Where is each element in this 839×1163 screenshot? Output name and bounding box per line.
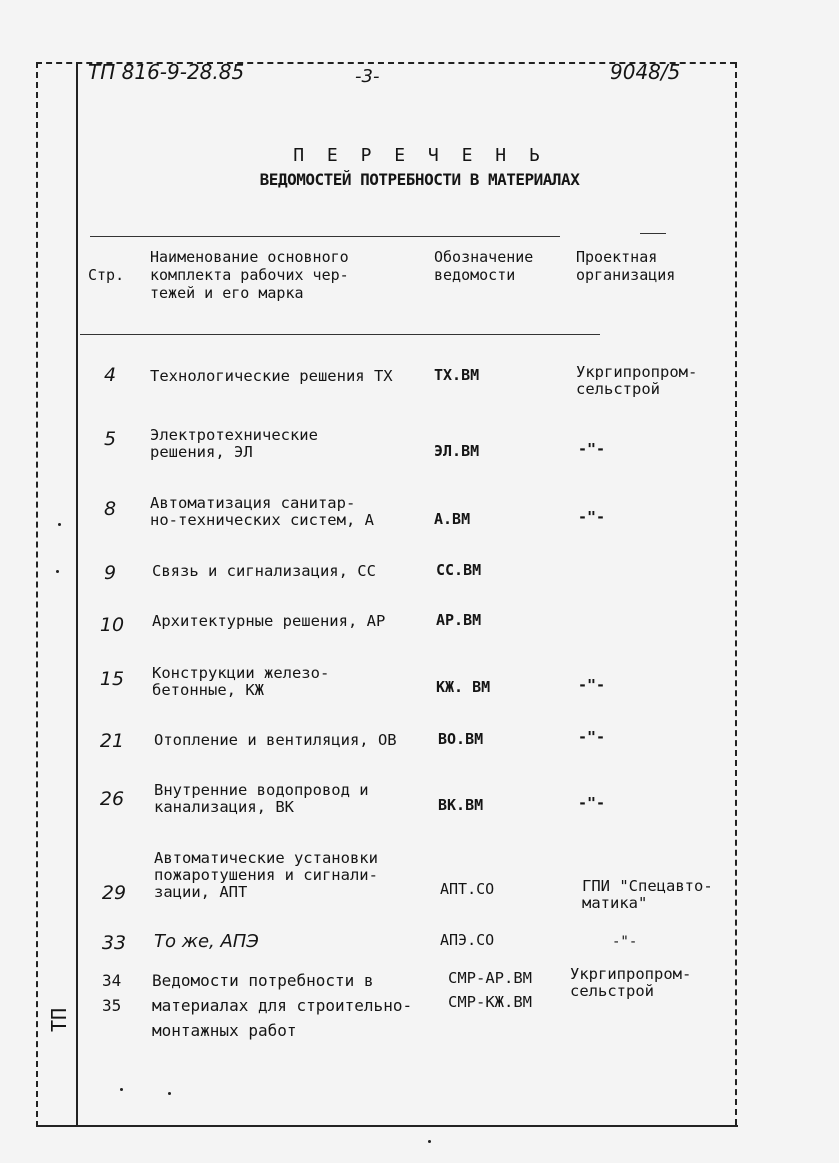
- row-name: То же, АПЭ: [154, 931, 259, 952]
- row-name: Отопление и вентиляция, ОВ: [154, 731, 397, 749]
- scan-speck: [56, 570, 59, 573]
- page-title: П Е Р Е Ч Е Н Ь: [293, 145, 546, 166]
- row-code: ТХ.ВМ: [434, 366, 480, 384]
- scan-speck: [428, 1140, 431, 1143]
- col-header-designation: Обозначение ведомости: [434, 248, 534, 284]
- doc-code: ТП 816-9-28.85: [88, 60, 245, 84]
- col-header-page: Стр.: [88, 266, 125, 284]
- row-name: Внутренние водопровод и канализация, ВК: [154, 781, 369, 816]
- row-org: -"-: [578, 440, 606, 458]
- row-page: 10: [99, 614, 125, 636]
- col-header-name: Наименование основного комплекта рабочих чер- тежей и его марка: [150, 248, 349, 302]
- frame-right-border: [735, 62, 737, 1125]
- row-pages: 34 35: [102, 971, 122, 1015]
- row-org: -"-: [578, 508, 606, 526]
- scan-speck: [58, 523, 61, 526]
- row-code: СМР-АР.ВМ СМР-КЖ.ВМ: [448, 969, 532, 1011]
- row-name: Архитектурные решения, АР: [152, 612, 386, 630]
- page-subtitle: ВЕДОМОСТЕЙ ПОТРЕБНОСТИ В МАТЕРИАЛАХ: [259, 170, 580, 189]
- row-code: А.ВМ: [434, 510, 471, 528]
- row-code: АПТ.СО: [440, 880, 495, 898]
- row-org: Укргипропром- сельстрой: [570, 965, 692, 1000]
- row-name: Электротехнические решения, ЭЛ: [150, 426, 318, 461]
- row-name: Связь и сигнализация, СС: [152, 562, 376, 580]
- row-name: Ведомости потребности в материалах для строительно- монтажных работ: [152, 971, 413, 1040]
- row-page: 4: [103, 364, 117, 386]
- row-page: 29: [101, 882, 127, 904]
- row-code: АР.ВМ: [436, 611, 482, 629]
- side-stamp: ТП: [47, 1007, 71, 1033]
- row-page: 33: [101, 932, 127, 954]
- row-name: Автоматизация санитар- но-технических систем, А: [150, 494, 374, 529]
- page-number: -3-: [355, 66, 380, 87]
- row-code: ВО.ВМ: [438, 730, 484, 748]
- row-name: Автоматические установки пожаротушения и сигнали- зации, АПТ: [154, 849, 378, 901]
- frame-inner-border: [76, 62, 78, 1125]
- row-code: ВК.ВМ: [438, 796, 484, 814]
- row-code: АПЭ.СО: [440, 931, 495, 949]
- row-page: 15: [99, 668, 125, 690]
- row-code: СС.ВМ: [436, 561, 482, 579]
- row-org: -"-: [612, 934, 638, 950]
- row-org: -"-: [578, 676, 606, 694]
- row-name: Технологические решения ТХ: [150, 367, 393, 385]
- row-code: КЖ. ВМ: [436, 678, 491, 696]
- row-page: 26: [99, 788, 125, 810]
- row-org: Укргипропром- сельстрой: [576, 363, 698, 398]
- header-top-rule: [90, 236, 560, 237]
- scan-speck: [120, 1088, 123, 1091]
- row-page: 8: [103, 498, 117, 520]
- header-bottom-rule: [80, 334, 600, 335]
- sheet-number: 9048/5: [610, 60, 681, 84]
- row-code: ЭЛ.ВМ: [434, 442, 480, 460]
- row-page: 9: [103, 562, 117, 584]
- row-page: 21: [99, 730, 125, 752]
- row-org: ГПИ "Спецавто- матика": [582, 877, 713, 912]
- row-org: -"-: [578, 728, 606, 746]
- header-top-rule-right: [640, 233, 666, 234]
- scan-speck: [168, 1092, 171, 1095]
- row-page: 5: [103, 428, 117, 450]
- col-header-org: Проектная организация: [576, 248, 676, 284]
- row-name: Конструкции железо- бетонные, КЖ: [152, 664, 330, 699]
- row-org: -"-: [578, 794, 606, 812]
